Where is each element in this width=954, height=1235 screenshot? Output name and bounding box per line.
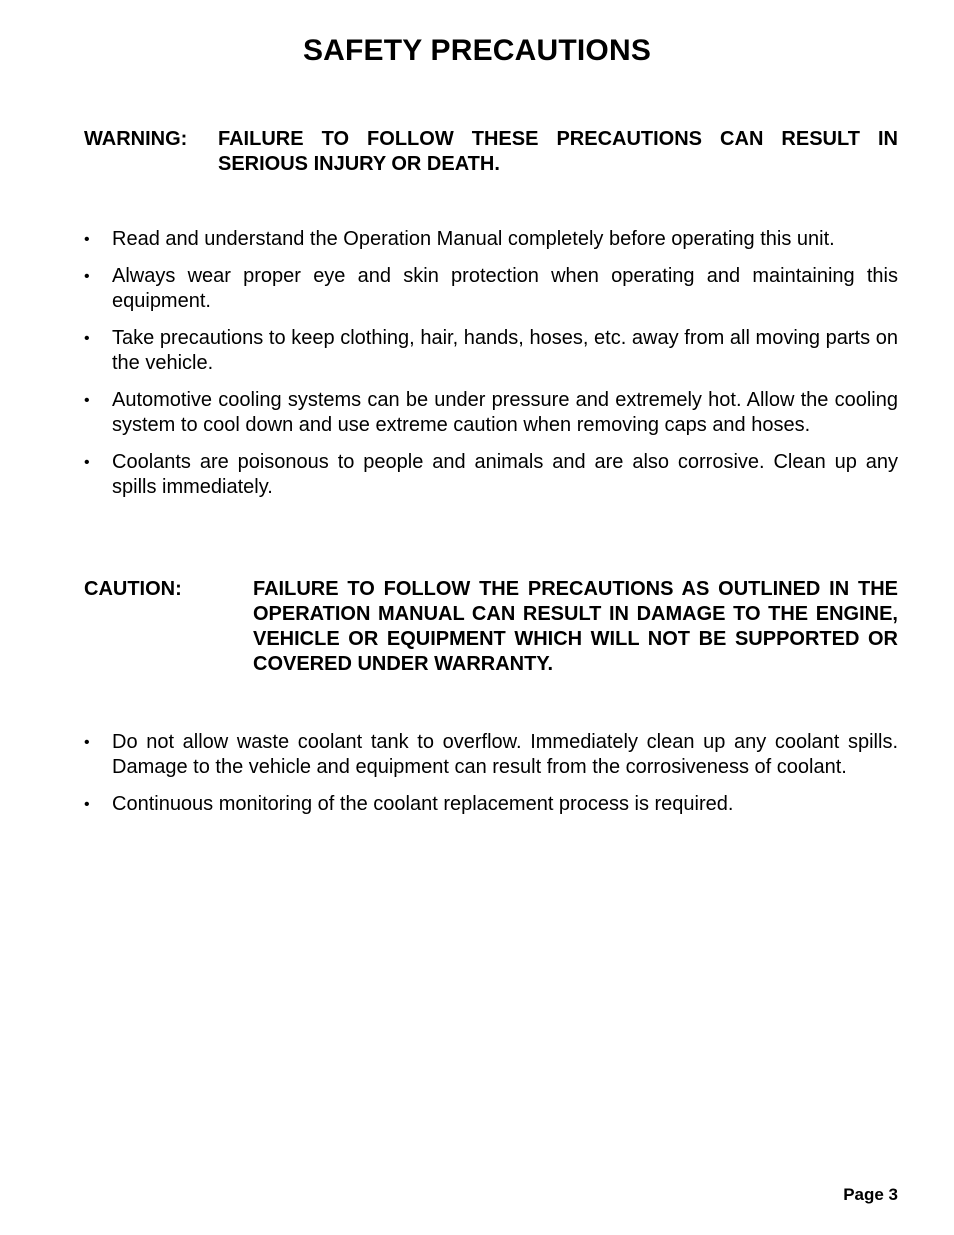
caution-text: FAILURE TO FOLLOW THE PRECAUTIONS AS OUTLINED IN THE OPERATION MANUAL CAN RESULT IN DAMAGE TO THE ENGINE, VEHICLE OR EQUIPMENT WHICH WILL NOT BE SUPPORTED OR COVERED UNDER WARRANTY. (253, 578, 898, 675)
list-item-text: Continuous monitoring of the coolant replacement process is required. (112, 793, 734, 815)
list-item (84, 388, 898, 438)
warning-text: FAILURE TO FOLLOW THESE PRECAUTIONS CAN RESULT IN SERIOUS INJURY OR DEATH. (218, 128, 898, 175)
list-item-text: Do not allow waste coolant tank to overflow. Immediately clean up any coolant spills. Damage to the vehicle and equipment can result from the corrosiveness of coolant. (112, 731, 898, 778)
list-item (84, 227, 898, 252)
bullet-icon: • (84, 231, 90, 248)
warning-label: WARNING: (84, 128, 188, 150)
list-item (84, 264, 898, 314)
list-item (84, 326, 898, 376)
bullet-icon: • (84, 454, 90, 471)
warning-notice (84, 127, 898, 177)
list-item (84, 792, 898, 817)
caution-label: CAUTION: (84, 578, 182, 600)
list-item (84, 450, 898, 500)
caution-precautions-list (84, 730, 898, 829)
bullet-icon: • (84, 330, 90, 347)
page-title: SAFETY PRECAUTIONS (302, 34, 652, 67)
bullet-icon: • (84, 392, 90, 409)
list-item-text: Coolants are poisonous to people and animals and are also corrosive. Clean up any spills immediately. (112, 451, 898, 498)
bullet-icon: • (84, 734, 90, 751)
bullet-icon: • (84, 268, 90, 285)
list-item-text: Read and understand the Operation Manual completely before operating this unit. (112, 228, 835, 250)
list-item-text: Take precautions to keep clothing, hair, hands, hoses, etc. away from all moving parts on the vehicle. (112, 327, 898, 374)
caution-notice (84, 577, 898, 677)
page-number: Page 3 (843, 1185, 898, 1204)
bullet-icon: • (84, 796, 90, 813)
safety-precautions-list (84, 227, 898, 512)
list-item (84, 730, 898, 780)
list-item-text: Automotive cooling systems can be under pressure and extremely hot. Allow the cooling system to cool down and use extreme caution when removing caps and hoses. (112, 389, 898, 436)
list-item-text: Always wear proper eye and skin protection when operating and maintaining this equipment. (112, 265, 898, 312)
